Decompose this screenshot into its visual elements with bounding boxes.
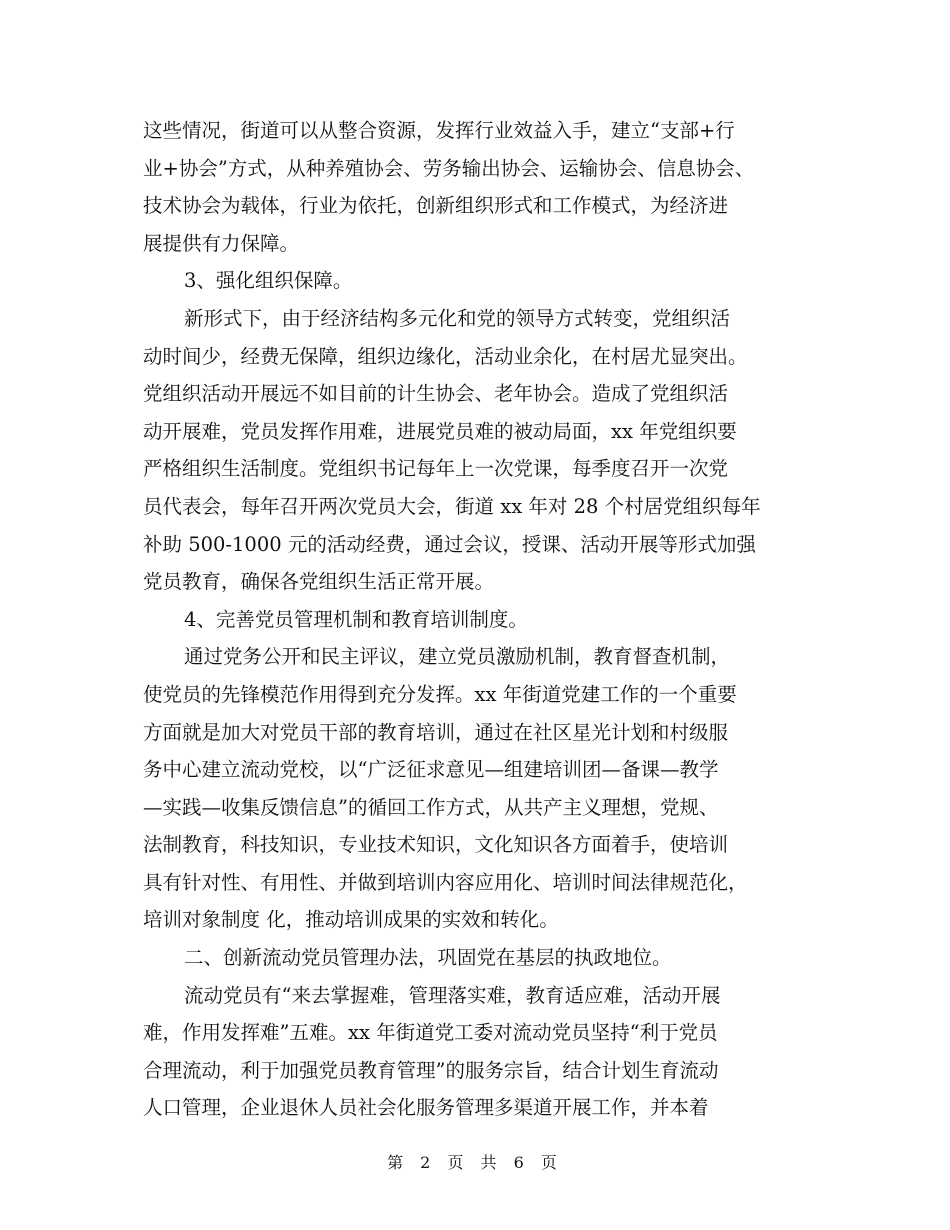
text-line: 使党员的先锋模范作用得到充分发挥。xx 年街道党建工作的一个重要 [143, 682, 737, 706]
text-line: 动时间少，经费无保障，组织边缘化，活动业余化，在村居尤显突出。 [143, 344, 748, 368]
text-line: 二、创新流动党员管理办法，巩固党在基层的执政地位。 [184, 946, 672, 970]
text-line: 4、完善党员管理机制和教育培训制度。 [184, 607, 528, 631]
text-line: —实践—收集反馈信息”的循回工作方式，从共产主义理想，党规、 [143, 795, 719, 819]
text-line: 补助 500-1000 元的活动经费，通过会议，授课、活动开展等形式加强 [143, 532, 756, 556]
text-line: 党组织活动开展远不如目前的计生协会、老年协会。造成了党组织活 [143, 382, 729, 406]
text-line: 通过党务公开和民主评议，建立党员激励机制，教育督查机制， [184, 645, 731, 669]
text-line: 技术协会为载体，行业为依托，创新组织形式和工作模式，为经济进 [143, 194, 729, 218]
text-line: 难，作用发挥难”五难。xx 年街道党工委对流动党员坚持“利于党员 [143, 1021, 718, 1045]
text-line: 展提供有力保障。 [143, 231, 300, 255]
text-line: 员代表会，每年召开两次党员大会，街道 xx 年对 28 个村居党组织每年 [143, 494, 761, 518]
text-line: 严格组织生活制度。党组织书记每年上一次党课，每季度召开一次党 [143, 457, 729, 481]
text-line: 人口管理，企业退休人员社会化服务管理多渠道开展工作，并本着 [143, 1096, 709, 1120]
text-line: 3、强化组织保障。 [184, 269, 353, 293]
text-line: 这些情况，街道可以从整合资源，发挥行业效益入手，建立“支部+行 [143, 119, 735, 142]
text-line: 务中心建立流动党校，以“广泛征求意见—组建培训团—备课—教学 [143, 758, 719, 782]
text-line: 法制教育，科技知识，专业技术知识，文化知识各方面着手，使培训 [143, 833, 729, 857]
text-line: 方面就是加大对党员干部的教育培训，通过在社区星光计划和村级服 [143, 720, 729, 744]
text-line: 流动党员有“来去掌握难，管理落实难，教育适应难，活动开展 [184, 983, 721, 1007]
text-line: 党员教育，确保各党组织生活正常开展。 [143, 570, 495, 594]
text-line: 合理流动，利于加强党员教育管理”的服务宗旨，结合计划生育流动 [143, 1058, 719, 1082]
text-line: 业+协会”方式，从种养殖协会、劳务输出协会、运输协会、信息协会、 [143, 156, 755, 180]
text-line: 新形式下，由于经济结构多元化和党的领导方式转变，党组织活 [184, 306, 731, 330]
text-line: 具有针对性、有用性、并做到培训内容应用化、培训时间法律规范化， [143, 870, 748, 894]
text-line: 培训对象制度 化，推动培训成果的实效和转化。 [143, 908, 559, 932]
text-line: 动开展难，党员发挥作用难，进展党员难的被动局面，xx 年党组织要 [143, 419, 737, 443]
page-number-footer: 第 2 页 共 6 页 [387, 1153, 563, 1172]
document-body [143, 112, 823, 1127]
